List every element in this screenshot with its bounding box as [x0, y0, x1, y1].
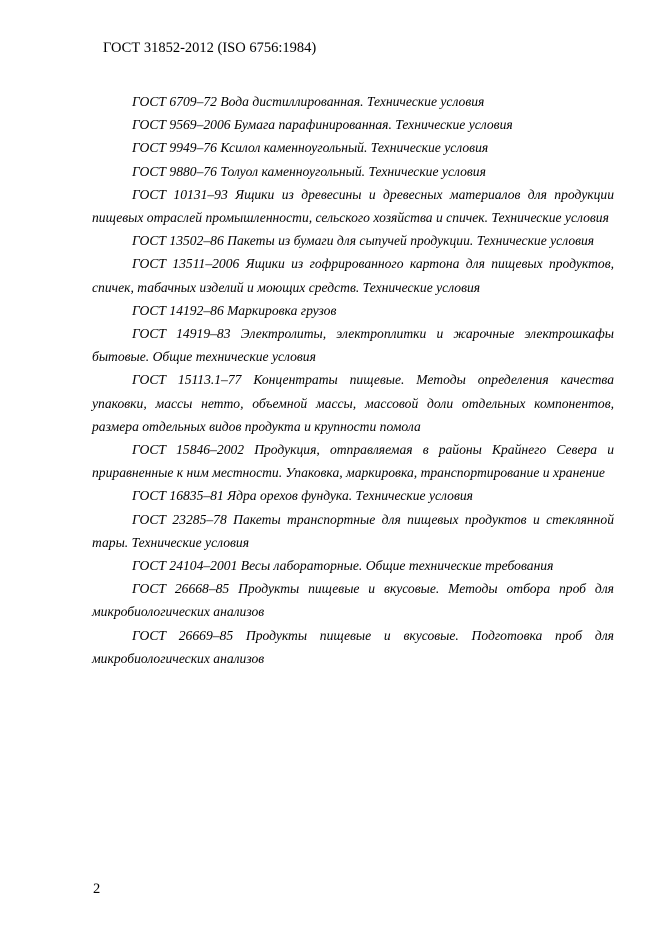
- document-header: ГОСТ 31852-2012 (ISO 6756:1984): [103, 40, 317, 56]
- reference-item: ГОСТ 24104–2001 Весы лабораторные. Общие технические требования: [132, 558, 554, 574]
- normative-references-list: [92, 90, 614, 670]
- reference-item: ГОСТ 10131–93 Ящики из древесины и древесных материалов для продукции пищевых отраслей промышленности, сельского хозяйства и спичек. Технические условия: [92, 186, 614, 226]
- reference-item: ГОСТ 9880–76 Толуол каменноугольный. Технические условия: [132, 163, 486, 179]
- reference-item: ГОСТ 13511–2006 Ящики из гофрированного картона для пищевых продуктов, спичек, табачных изделий и моющих средств. Технические условия: [92, 256, 614, 295]
- page-number: 2: [93, 881, 101, 897]
- reference-item: ГОСТ 13502–86 Пакеты из бумаги для сыпучей продукции. Технические условия: [132, 233, 595, 249]
- reference-item: ГОСТ 23285–78 Пакеты транспортные для пищевых продуктов и стеклянной тары. Технические условия: [92, 511, 614, 550]
- reference-item: ГОСТ 9949–76 Ксилол каменноугольный. Технические условия: [132, 140, 489, 156]
- reference-item: ГОСТ 14192–86 Маркировка грузов: [132, 302, 337, 318]
- reference-item: ГОСТ 15846–2002 Продукция, отправляемая в районы Крайнего Севера и приравненные к ним местности. Упаковка, маркировка, транспортирование и хранение: [92, 442, 614, 481]
- reference-item: ГОСТ 16835–81 Ядра орехов фундука. Технические условия: [132, 488, 473, 504]
- reference-item: ГОСТ 9569–2006 Бумага парафинированная. Технические условия: [132, 117, 513, 133]
- reference-item: ГОСТ 6709–72 Вода дистиллированная. Технические условия: [132, 94, 485, 109]
- reference-item: ГОСТ 14919–83 Электролиты, электроплитки и жарочные электрошкафы бытовые. Общие технические условия: [92, 326, 614, 365]
- reference-item: ГОСТ 15113.1–77 Концентраты пищевые. Методы определения качества упаковки, массы нетто, объемной массы, массовой доли отдельных компонентов, размера отдельных видов продукта и крупности помола: [92, 372, 614, 434]
- reference-item: ГОСТ 26669–85 Продукты пищевые и вкусовые. Подготовка проб для микробиологических анализов: [92, 627, 614, 666]
- reference-item: ГОСТ 26668–85 Продукты пищевые и вкусовые. Методы отбора проб для микробиологических анализов: [92, 581, 614, 620]
